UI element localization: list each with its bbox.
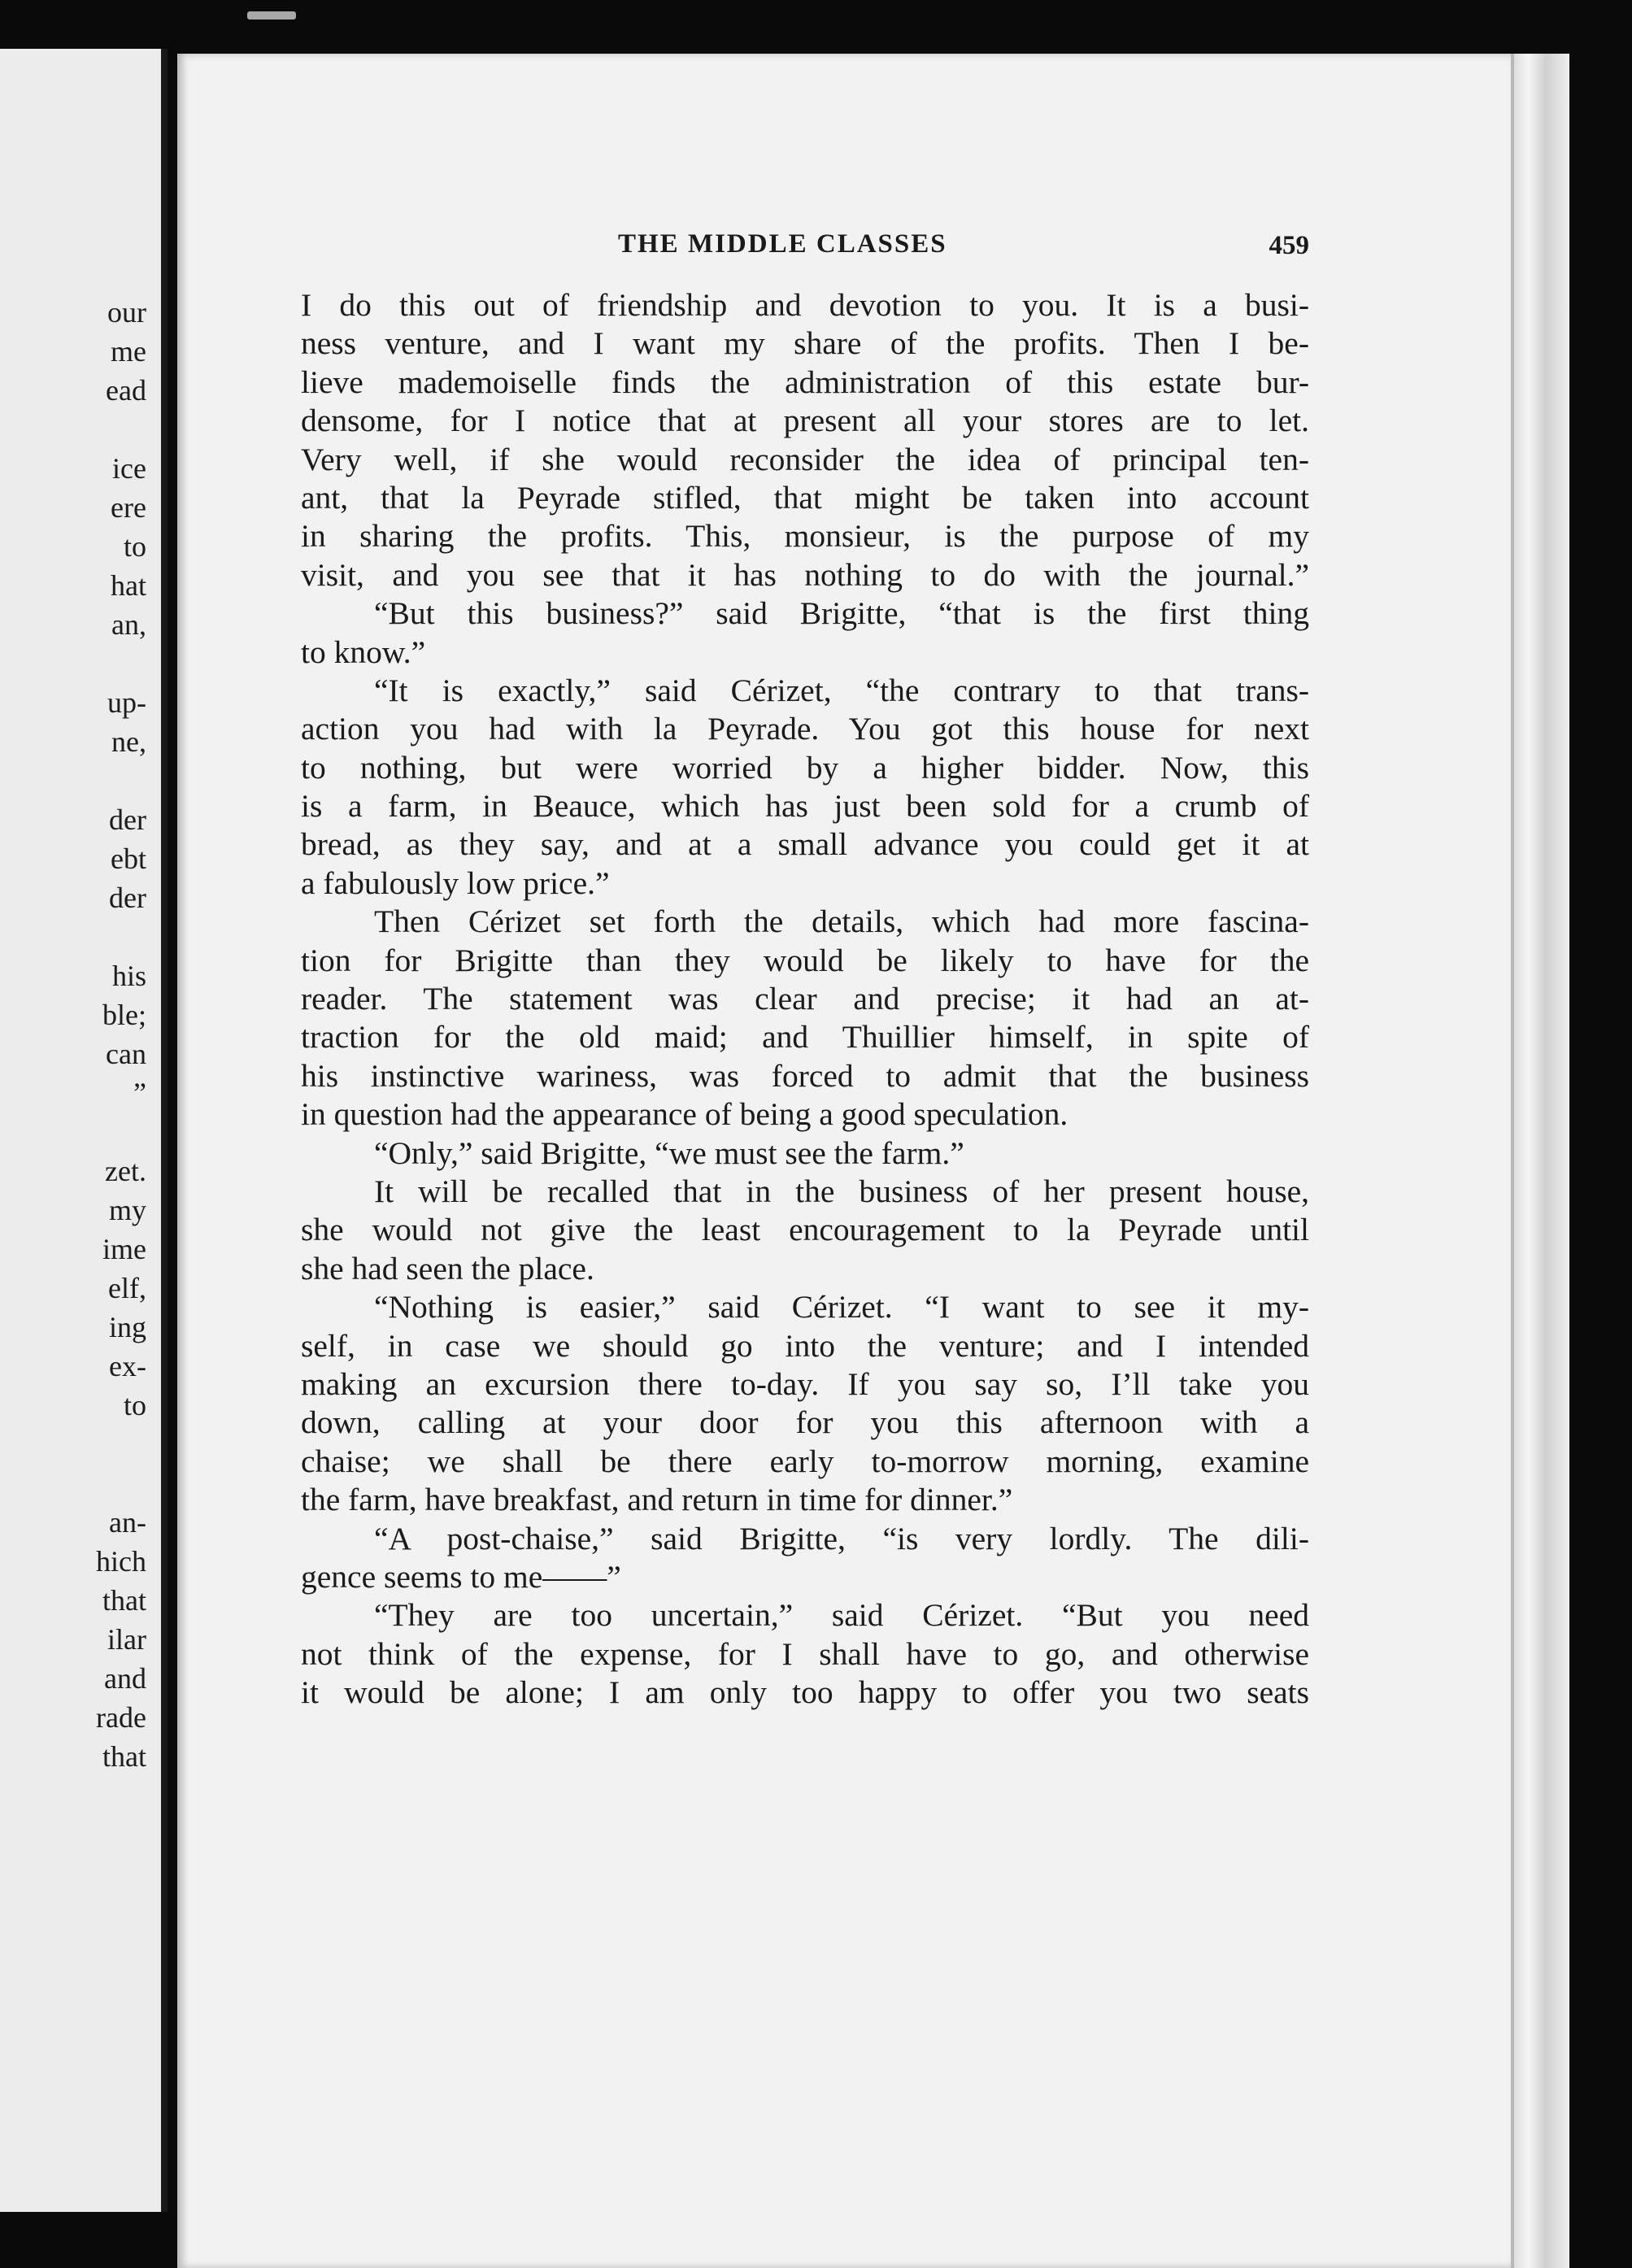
left-page-fragment: that	[102, 1740, 146, 1773]
text-line: bread, as they say, and at a small advance you could get it at	[301, 826, 1309, 863]
text-line: “It is exactly,” said Cérizet, “the contrary to that trans-	[374, 672, 1309, 708]
text-line: visit, and you see that it has nothing to do with the journal.”	[301, 556, 1309, 593]
text-line: “They are too uncertain,” said Cérizet. “But you need	[374, 1597, 1309, 1634]
left-facing-page	[0, 49, 168, 2212]
left-page-fragment: der	[109, 882, 146, 914]
running-head	[301, 229, 1309, 268]
text-line: It will be recalled that in the business of her present house,	[374, 1173, 1309, 1209]
left-page-text-fragments	[0, 293, 146, 1776]
left-page-fragment: ime	[102, 1233, 146, 1265]
left-page-fragment: zet.	[105, 1155, 146, 1187]
left-page-fragment: ne,	[111, 725, 146, 758]
text-line: in sharing the profits. This, monsieur, is the purpose of my	[301, 518, 1309, 555]
text-line: tion for Brigitte than they would be likely to have for the	[301, 942, 1309, 978]
left-page-fragment: ere	[111, 491, 146, 524]
text-line: “A post-chaise,” said Brigitte, “is very lordly. The dili-	[374, 1520, 1309, 1556]
left-page-fragment: rade	[96, 1701, 146, 1734]
text-line: ness venture, and I want my share of the profits. Then I be-	[301, 325, 1309, 362]
text-line: “But this business?” said Brigitte, “that is the first thing	[374, 595, 1309, 632]
left-page-fragment	[0, 1112, 146, 1151]
left-page-fragment: der	[109, 803, 146, 836]
text-line: in question had the appearance of being a good speculation.	[301, 1096, 1068, 1133]
text-line: ant, that la Peyrade stifled, that might be taken into account	[301, 479, 1309, 516]
text-line: densome, for I notice that at present all your stores are to let.	[301, 403, 1309, 439]
text-line: self, in case we should go into the venture; and I intended	[301, 1327, 1309, 1364]
text-line: Very well, if she would reconsider the idea of principal ten-	[301, 441, 1309, 477]
left-page-fragment	[0, 644, 146, 683]
text-line: making an excursion there to-day. If you say so, I’ll take you	[301, 1365, 1309, 1402]
left-page-fragment	[0, 761, 146, 800]
text-line: it would be alone; I am only too happy to offer you two seats	[301, 1674, 1309, 1711]
left-page-fragment: ead	[106, 374, 146, 407]
left-page-fragment: that	[102, 1584, 146, 1617]
left-page-fragment	[0, 1464, 146, 1503]
text-line: lieve mademoiselle finds the administration of this estate bur-	[301, 363, 1309, 400]
body-text	[301, 286, 1309, 1712]
text-line: a fabulously low price.”	[301, 864, 610, 901]
text-line: action you had with la Peyrade. You got this house for next	[301, 711, 1309, 747]
left-page-fragment: can	[106, 1038, 146, 1070]
text-line: his instinctive wariness, was forced to admit that the business	[301, 1057, 1309, 1094]
text-line: traction for the old maid; and Thuillier himself, in spite of	[301, 1019, 1309, 1056]
text-line: she had seen the place.	[301, 1250, 594, 1286]
left-page-fragment: ble;	[102, 999, 146, 1031]
left-page-fragment: ing	[108, 1311, 146, 1343]
page-number: 459	[1269, 231, 1309, 260]
text-line: reader. The statement was clear and precise; it had an at-	[301, 981, 1309, 1017]
text-line: is a farm, in Beauce, which has just been sold for a crumb of	[301, 788, 1309, 825]
running-title: THE MIDDLE CLASSES	[618, 229, 947, 259]
left-page-fragment: me	[111, 335, 146, 368]
left-page-fragment: elf,	[108, 1272, 146, 1304]
left-page-fragment: to	[123, 530, 146, 563]
left-page-fragment	[0, 1425, 146, 1464]
left-page-fragment: an-	[109, 1506, 146, 1539]
left-page-fragment: up-	[107, 686, 146, 719]
left-page-fragment: hich	[96, 1545, 146, 1578]
text-line: to know.”	[301, 633, 426, 670]
text-line: down, calling at your door for you this afternoon with a	[301, 1404, 1309, 1441]
left-page-fragment: our	[107, 296, 146, 329]
text-line: Then Cérizet set forth the details, which had more fascina-	[374, 903, 1309, 940]
text-line: “Nothing is easier,” said Cérizet. “I want to see it my-	[374, 1289, 1309, 1326]
left-page-fragment: and	[104, 1662, 146, 1695]
text-line: I do this out of friendship and devotion to you. It is a busi-	[301, 287, 1309, 323]
left-page-fragment: an,	[111, 608, 146, 641]
left-page-fragment: to	[123, 1389, 146, 1421]
text-line: gence seems to me——”	[301, 1558, 621, 1595]
left-page-fragment: ilar	[107, 1623, 146, 1656]
text-line: the farm, have breakfast, and return in time for dinner.”	[301, 1482, 1013, 1518]
left-page-fragment: hat	[111, 569, 146, 602]
text-line: chaise; we shall be there early to-morrow morning, examine	[301, 1443, 1309, 1479]
left-page-fragment	[0, 917, 146, 956]
left-page-fragment: my	[108, 1194, 146, 1226]
text-line: to nothing, but were worried by a higher bidder. Now, this	[301, 749, 1309, 786]
text-line: “Only,” said Brigitte, “we must see the farm.”	[374, 1134, 964, 1171]
text-line: she would not give the least encouragement to la Peyrade until	[301, 1212, 1309, 1248]
left-page-fragment	[0, 410, 146, 449]
page-edge-stack	[1511, 54, 1569, 2268]
left-page-fragment: his	[111, 960, 146, 992]
left-page-fragment: ex-	[109, 1350, 146, 1382]
left-page-fragment: ice	[112, 452, 146, 485]
left-page-fragment: ”	[133, 1077, 146, 1109]
text-line: not think of the expense, for I shall have to go, and otherwise	[301, 1635, 1309, 1672]
scan-artifact	[247, 11, 296, 20]
left-page-fragment: ebt	[111, 842, 146, 875]
